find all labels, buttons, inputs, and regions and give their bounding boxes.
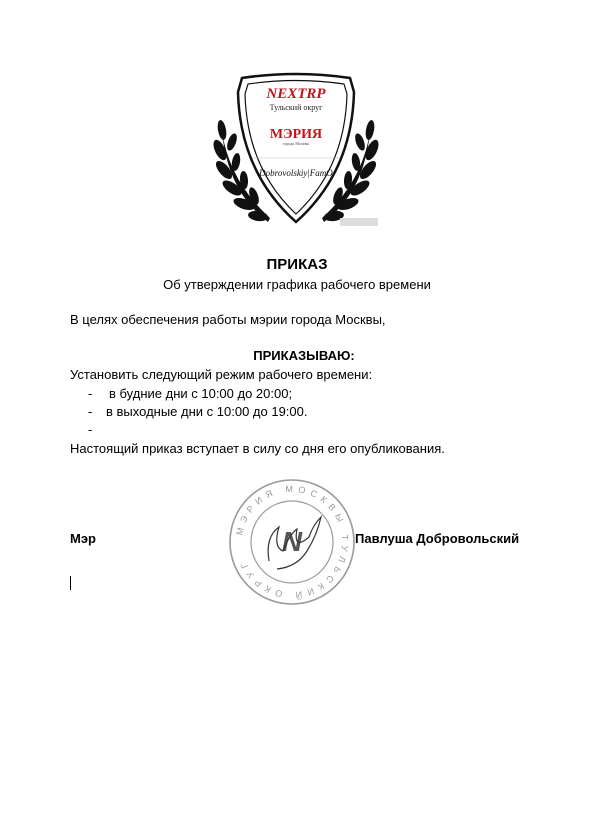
stamp-mark-icon: N — [281, 526, 303, 557]
effective-text: Настоящий приказ вступает в силу со дня его опубликования. — [70, 441, 445, 456]
text-cursor[interactable] — [70, 576, 71, 590]
bullet-dash: - — [88, 404, 93, 419]
document-subtitle: Об утверждении графика рабочего времени — [163, 277, 431, 292]
bullet-text: в выходные дни с 10:00 до 19:00. — [106, 404, 308, 419]
bullet-dash: - — [88, 422, 93, 437]
intro-text: В целях обеспечения работы мэрии города Москвы, — [70, 312, 386, 327]
org-sub-label: города Москвы — [282, 141, 310, 146]
bullet-dash: - — [88, 386, 93, 401]
watermark-strip — [340, 218, 378, 226]
order-heading: ПРИКАЗЫВАЮ: — [253, 348, 355, 363]
org-label: МЭРИЯ — [269, 127, 323, 142]
document-title: ПРИКАЗ — [266, 256, 328, 273]
establish-text: Установить следующий режим рабочего времени: — [70, 367, 373, 382]
brand-logo: NEXTRP — [266, 86, 326, 102]
signer-name: Павлуша Добровольский — [355, 531, 520, 546]
official-stamp — [227, 477, 357, 607]
signer-role: Мэр — [70, 531, 96, 546]
stamp-ring-text: МЭРИЯ МОСКВЫ ТУЛЬСКИЙ ОКРУГ — [234, 483, 351, 601]
crest-emblem — [208, 72, 384, 232]
emblem-signature: Dobrovolskiy|FamO — [259, 168, 333, 178]
district-label: Тульский округ — [269, 103, 323, 112]
bullet-text: в будние дни с 10:00 до 20:00; — [109, 386, 293, 401]
